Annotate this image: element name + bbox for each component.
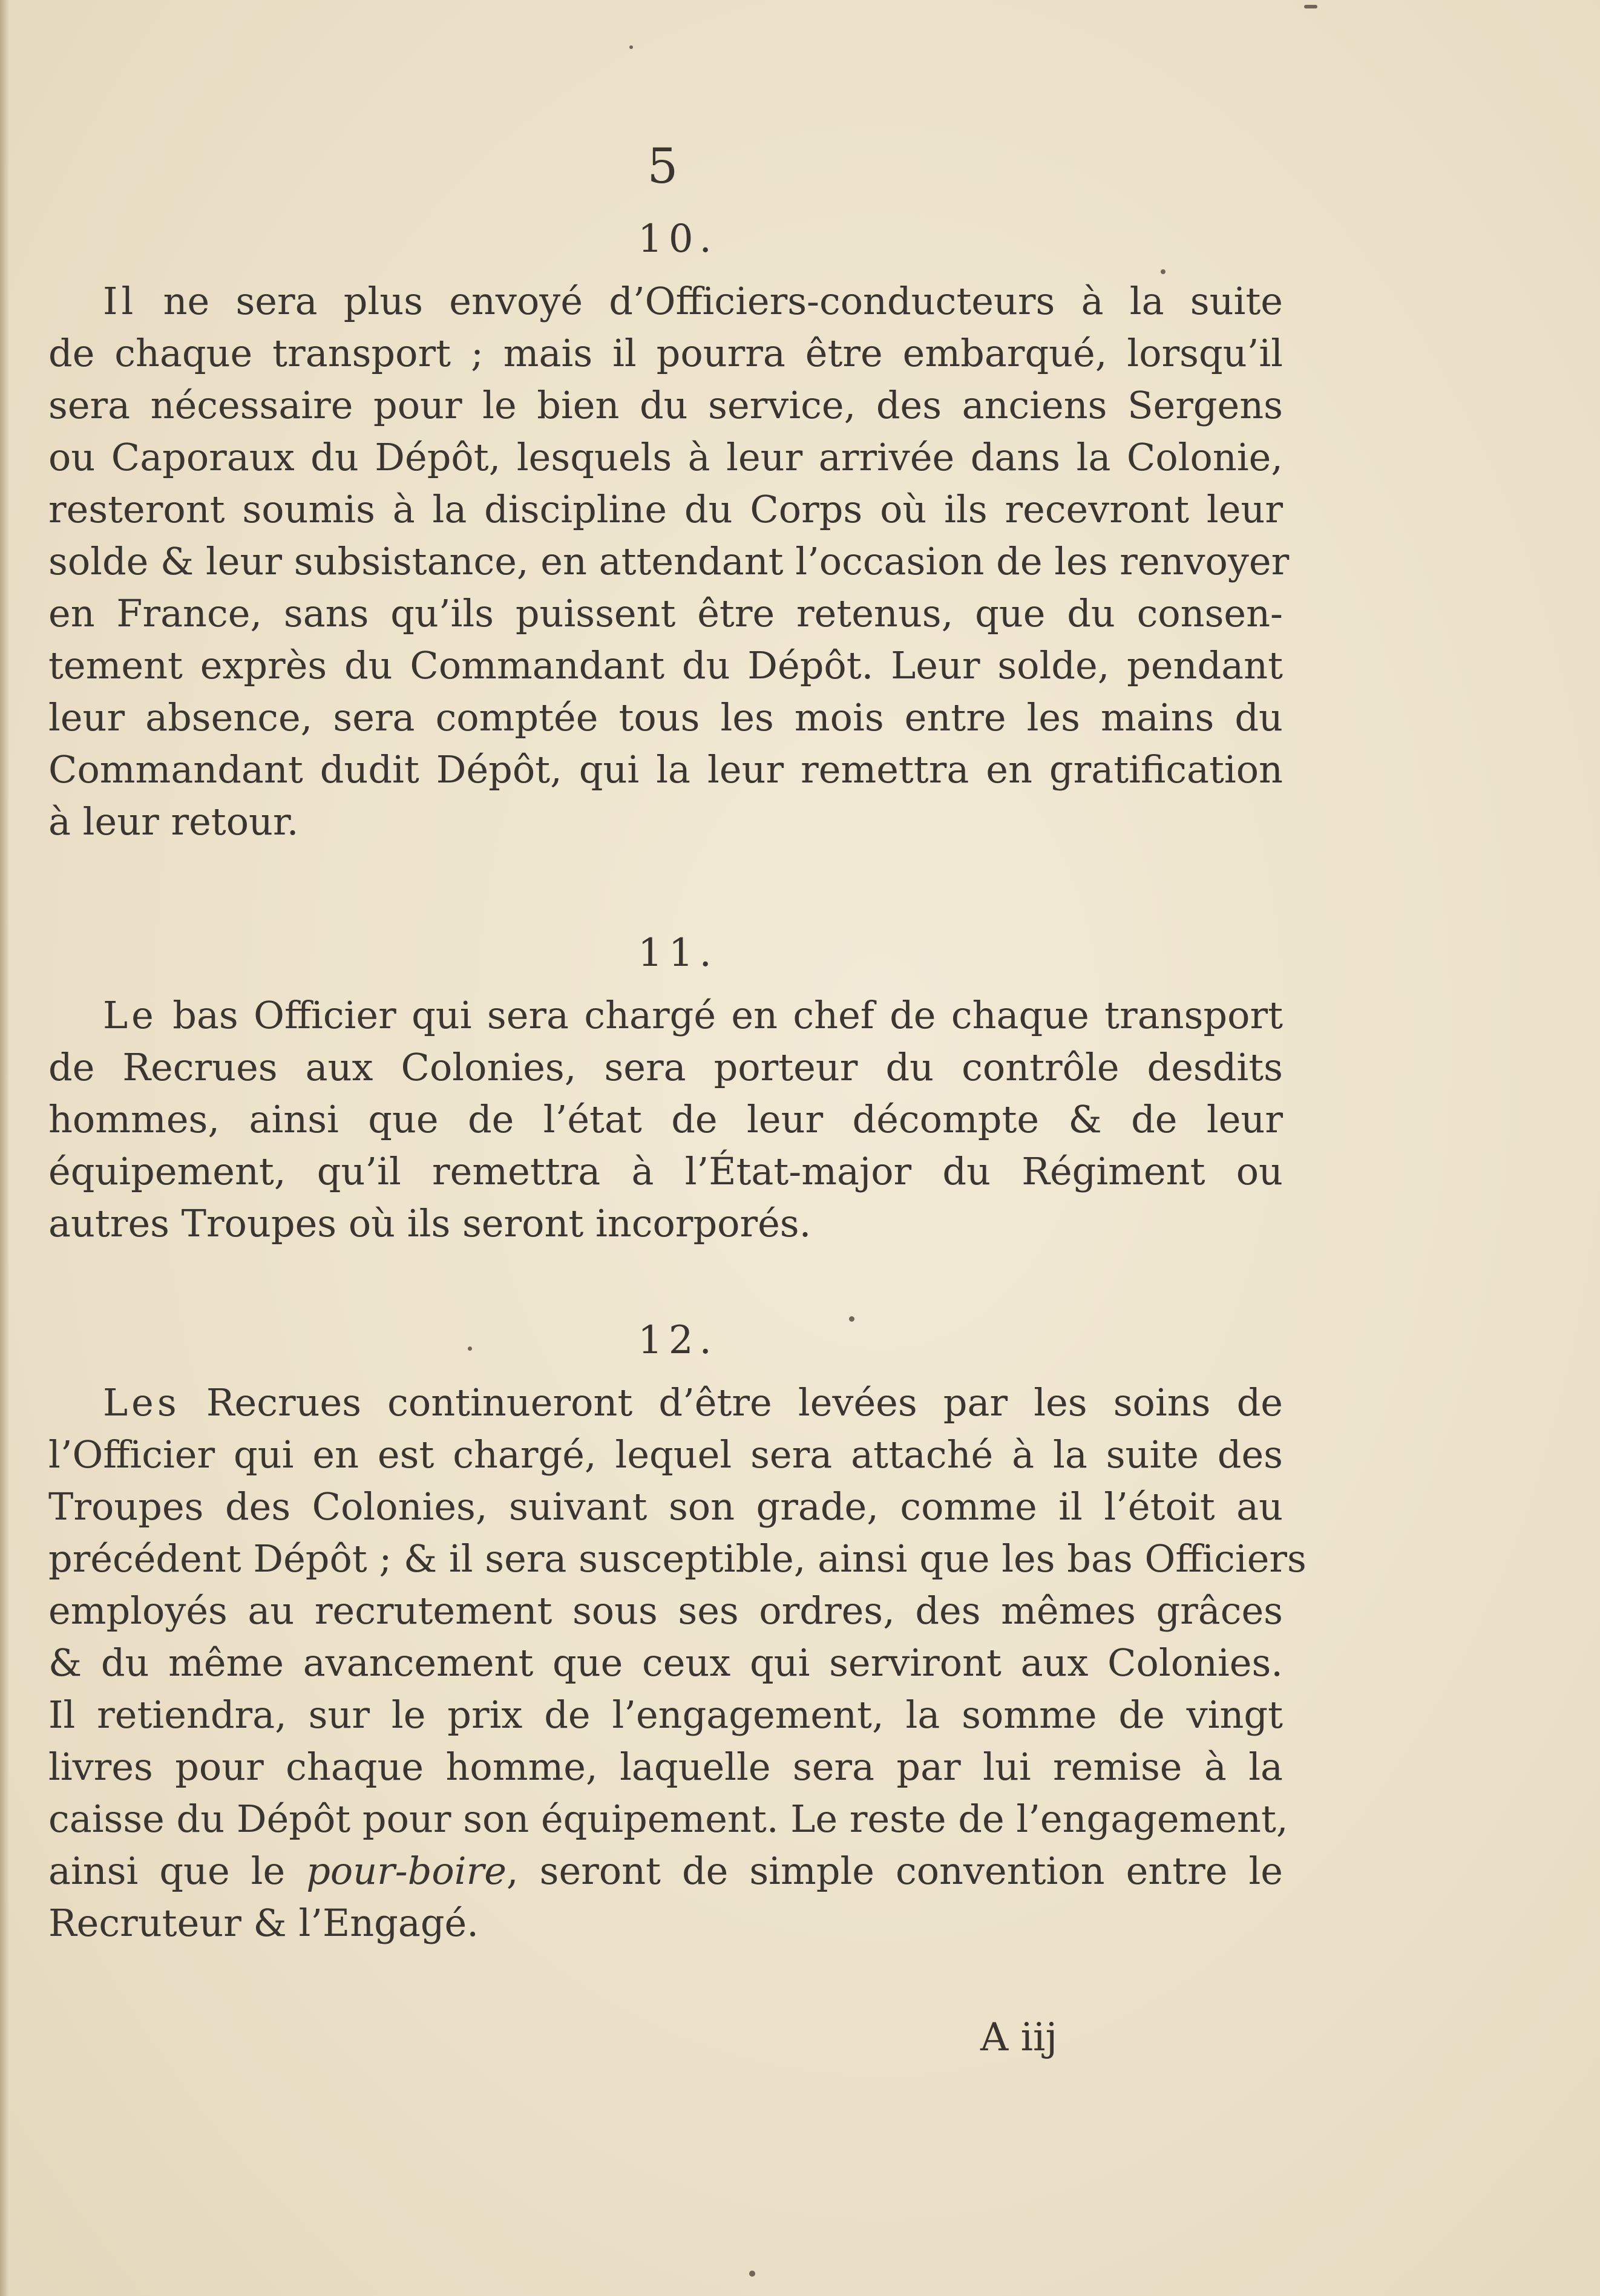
lead-word: Le	[103, 993, 157, 1037]
paper-speck	[468, 1346, 472, 1351]
article-number: 11.	[638, 931, 718, 976]
paragraph-line: sera nécessaire pour le bien du service, des anciens Sergens	[48, 383, 1283, 427]
article-10	[48, 215, 1290, 848]
italic-phrase: pour-boire	[306, 1849, 507, 1893]
paragraph-line: tement exprès du Commandant du Dépôt. Leur solde, pendant	[48, 643, 1283, 687]
paragraph-line: & du même avancement que ceux qui serviront aux Colonies.	[48, 1641, 1283, 1685]
paragraph-line: équipement, qu’il remettra à l’État-major du Régiment ou	[48, 1149, 1283, 1193]
book-spine-edge	[0, 0, 8, 2296]
paragraph-line: livres pour chaque homme, laquelle sera par lui remise à la	[48, 1745, 1283, 1789]
paragraph-line: l’Officier qui en est chargé, lequel sera attaché à la suite des	[48, 1432, 1283, 1477]
paragraph-line: précédent Dépôt ; & il sera susceptible, ainsi que les bas Officiers	[48, 1537, 1307, 1581]
article-11	[48, 929, 1283, 1250]
paragraph-line: de chaque transport ; mais il pourra être embarqué, lorsqu’il	[48, 331, 1283, 375]
paragraph-line: Recruteur & l’Engagé.	[48, 1901, 479, 1945]
paragraph-line: à leur retour.	[48, 799, 299, 844]
paragraph-line: hommes, ainsi que de l’état de leur décompte & de leur	[48, 1097, 1283, 1141]
lead-word: Il	[103, 279, 137, 323]
paper-speck	[849, 1316, 854, 1322]
paragraph-line: Les Recrues continueront d’être levées par les soins de	[103, 1380, 1283, 1425]
paragraph-line: Il ne sera plus envoyé d’Officiers-conducteurs à la suite	[103, 279, 1283, 323]
article-number: 10.	[638, 217, 718, 261]
paragraph-line: resteront soumis à la discipline du Corps où ils recevront leur	[48, 487, 1283, 531]
paragraph-line: Le bas Officier qui sera chargé en chef de chaque transport	[103, 993, 1283, 1037]
paper-speck	[1304, 5, 1317, 8]
paragraph-line: ainsi que le pour-boire, seront de simple convention entre le	[48, 1849, 1283, 1893]
paper-speck	[1161, 269, 1166, 274]
paragraph-line: Commandant dudit Dépôt, qui la leur remettra en gratification	[48, 747, 1283, 792]
paragraph-line: ou Caporaux du Dépôt, lesquels à leur arrivée dans la Colonie,	[48, 435, 1283, 479]
paragraph-line: Troupes des Colonies, suivant son grade, comme il l’étoit au	[48, 1484, 1283, 1529]
article-12	[48, 1316, 1307, 1949]
paragraph-line: autres Troupes où ils seront incorporés.	[48, 1201, 811, 1245]
paragraph-line: solde & leur subsistance, en attendant l’occasion de les renvoyer	[48, 539, 1290, 583]
lead-word: Les	[103, 1380, 180, 1425]
paragraph-line: caisse du Dépôt pour son équipement. Le reste de l’engagement,	[48, 1797, 1288, 1841]
article-number: 12.	[638, 1318, 718, 1363]
paper-speck	[749, 2271, 755, 2277]
paragraph-line: de Recrues aux Colonies, sera porteur du contrôle desdits	[48, 1045, 1283, 1089]
paragraph-line: employés au recrutement sous ses ordres, des mêmes grâces	[48, 1589, 1283, 1633]
paragraph-line: leur absence, sera comptée tous les mois entre les mains du	[48, 695, 1283, 740]
page-number: 5	[647, 138, 678, 194]
paragraph-line: en France, sans qu’ils puissent être retenus, que du consen-	[48, 591, 1283, 635]
paper-speck	[629, 45, 633, 49]
paragraph-line: Il retiendra, sur le prix de l’engagement, la somme de vingt	[48, 1693, 1283, 1737]
signature-mark: A iij	[980, 2015, 1058, 2060]
